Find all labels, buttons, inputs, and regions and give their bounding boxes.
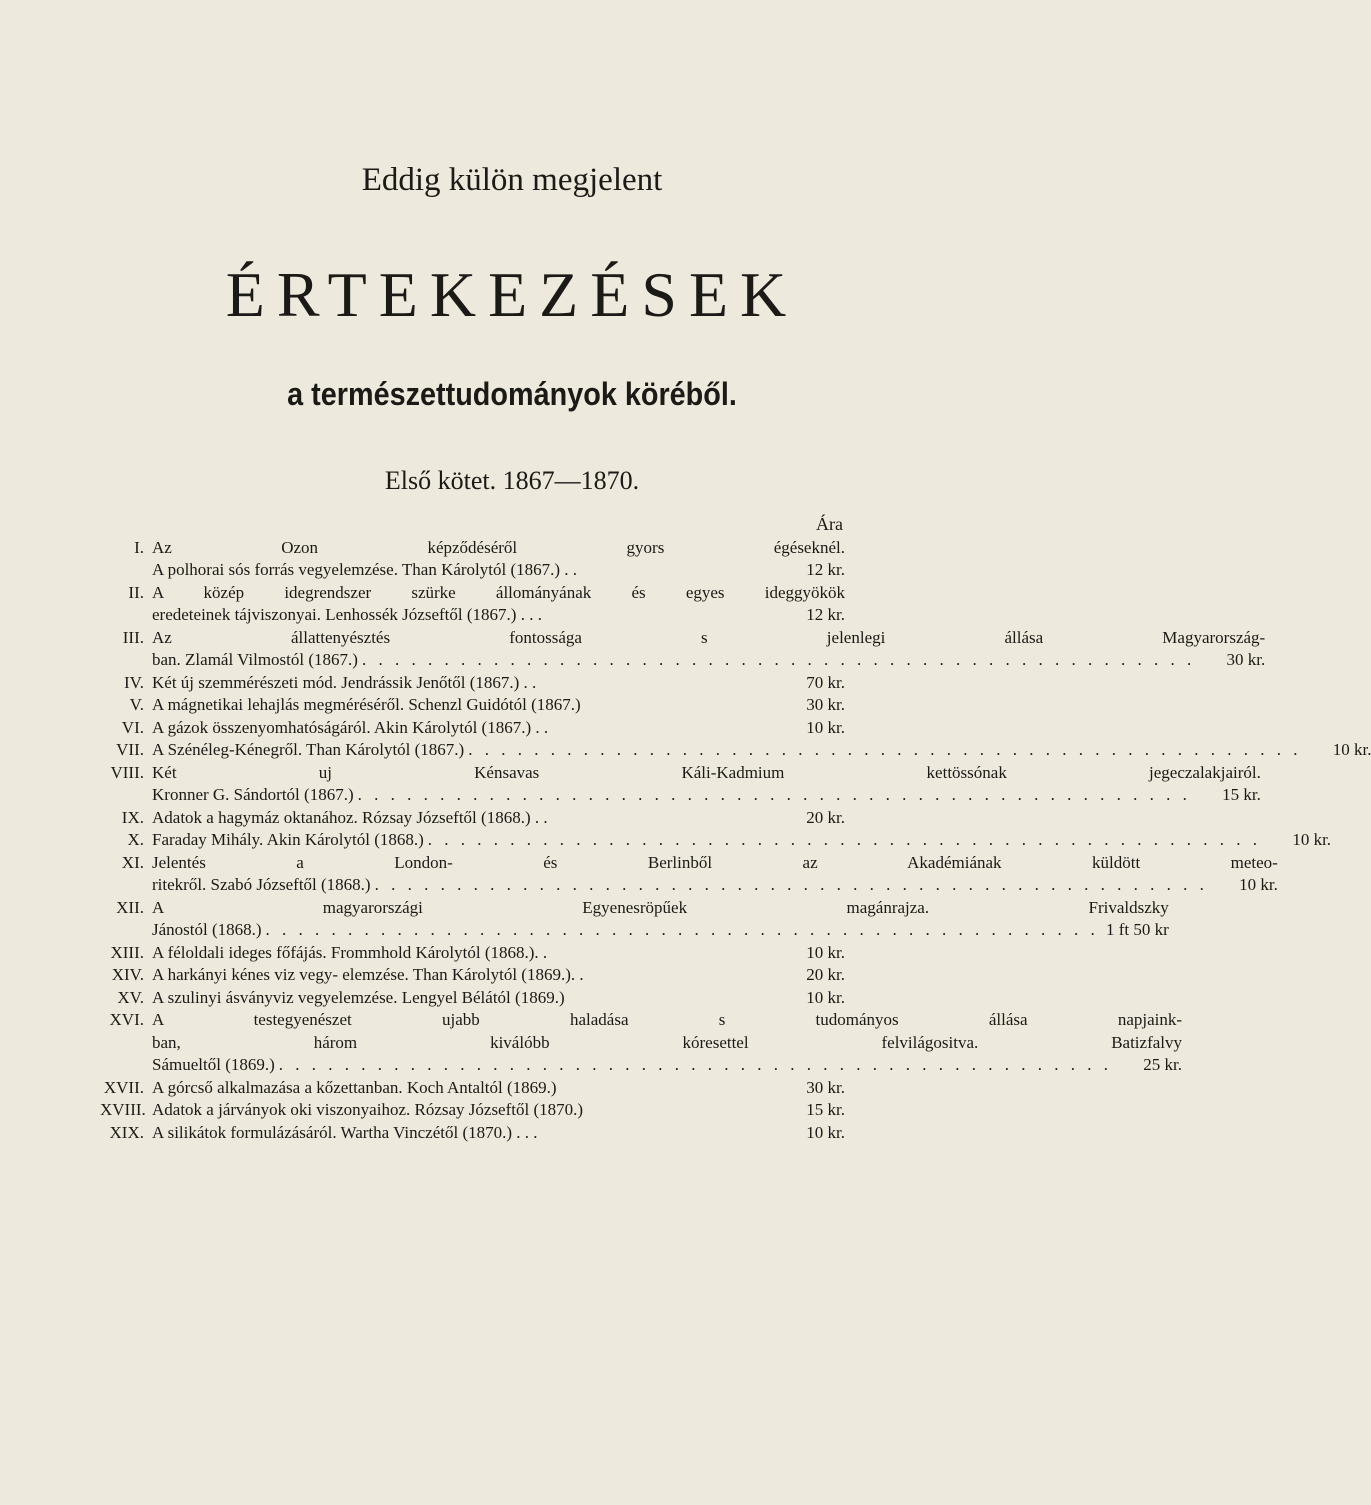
- entry-text: Adatok a hagymáz oktanához. Rózsay Józseftől (1868.) . .: [152, 807, 548, 827]
- subtitle: a természettudományok köréből.: [287, 376, 737, 412]
- toc-entry: [100, 739, 1371, 762]
- entry-line: [152, 762, 1261, 785]
- entry-number: VII.: [116, 740, 144, 759]
- entry-number: XIII.: [110, 942, 144, 962]
- entry-line: [152, 649, 1265, 672]
- entry-price: 10 kr.: [1239, 875, 1278, 894]
- entry-text: Az Ozon képződéséről gyors égéseknél.: [152, 537, 845, 557]
- toc-entry: [100, 807, 845, 830]
- entry-line: [152, 807, 845, 830]
- toc-entry: [100, 762, 1261, 807]
- toc-entry: [100, 672, 845, 695]
- main-title: ÉRTEKEZÉSEK: [225, 259, 799, 330]
- entry-line: [152, 784, 1261, 807]
- entry-line: [152, 739, 1371, 762]
- entry-number: XIX.: [109, 1122, 144, 1142]
- dot-leader: . . . . . . . . . . . . . . . . . . . . . . . . . . . . . . . . . . . . . . . . . . . . . . . . . . .: [278, 1055, 1113, 1074]
- toc-entry: [100, 1099, 845, 1122]
- entry-price: 20 kr.: [806, 807, 845, 827]
- entry-number: V.: [129, 695, 144, 714]
- entry-price: 30 kr.: [806, 695, 845, 714]
- entry-text: Két új szemmérészeti mód. Jendrássik Jenőtől (1867.) . .: [152, 672, 537, 692]
- entry-line: [152, 829, 1331, 852]
- entry-price: 30 kr.: [806, 1077, 845, 1097]
- toc-entry: [100, 717, 845, 740]
- entry-line: [152, 942, 845, 965]
- entry-text: ban, három kiválóbb kóresettel felvilágositva. Batizfalvy: [152, 1032, 1183, 1052]
- entry-text: Az állattenyésztés fontossága s jelenlegi állása Magyarország-: [152, 627, 1266, 647]
- toc-entry: [100, 1009, 1183, 1077]
- dot-leader: . . . . . . . . . . . . . . . . . . . . . . . . . . . . . . . . . . . . . . . . . . . . . . . . . . .: [427, 830, 1262, 849]
- entry-price: 10 kr.: [806, 717, 845, 737]
- toc-entry: [100, 829, 1332, 852]
- toc-entry: [100, 694, 845, 717]
- entry-text: ban. Zlamál Vilmostól (1867.): [152, 650, 358, 669]
- entry-number: IV.: [124, 672, 144, 692]
- toc-entry: [100, 942, 845, 965]
- entry-text: Kronner G. Sándortól (1867.): [152, 785, 354, 804]
- dot-leader: . . . . . . . . . . . . . . . . . . . . . . . . . . . . . . . . . . . . . . . . . . . . . . . . . . .: [357, 785, 1191, 804]
- entry-text: A közép idegrendszer szürke állományának és egyes ideggyökök: [152, 582, 845, 602]
- table-of-contents: [100, 514, 1371, 1144]
- entry-text: ritekről. Szabó Józseftől (1868.): [152, 875, 371, 894]
- entry-price: 25 kr.: [1143, 1055, 1183, 1074]
- entry-line: [152, 1099, 845, 1122]
- entry-price: 15 kr.: [1222, 785, 1261, 804]
- toc-entry: [100, 964, 845, 987]
- entry-line: [152, 1054, 1182, 1077]
- entry-number: I.: [134, 537, 144, 557]
- entry-number: XV.: [117, 987, 144, 1007]
- price-column-header: Ára: [816, 514, 843, 534]
- entry-number: XVI.: [109, 1010, 144, 1029]
- entry-number: IX.: [121, 807, 144, 827]
- toc-entry: [100, 987, 845, 1010]
- dot-leader: . . . . . . . . . . . . . . . . . . . . . . . . . . . . . . . . . . . . . . . . . . . . . . . . . . .: [374, 875, 1208, 894]
- entry-line: [152, 694, 845, 717]
- entry-price: 10 kr.: [1292, 830, 1332, 849]
- entry-price: 20 kr.: [806, 965, 845, 984]
- pre-title: Eddig külön megjelent: [361, 162, 663, 198]
- entry-number: XVIII.: [100, 1100, 146, 1119]
- entry-line: [152, 964, 845, 987]
- entry-text: Két uj Kénsavas Káli-Kadmium kettössónak jegeczalakjairól.: [152, 762, 1261, 782]
- entry-text: A silikátok formulázásáról. Wartha Vinczétől (1870.) . . .: [152, 1122, 538, 1142]
- entry-line: [152, 897, 1169, 920]
- entry-number: XI.: [121, 852, 144, 872]
- entry-text: A szulinyi ásványviz vegyelemzése. Lengyel Bélától (1869.): [152, 987, 565, 1007]
- entry-text: Jelentés a London- és Berlinből az Akadémiának küldött meteo-: [152, 852, 1278, 872]
- entry-line: [152, 987, 845, 1010]
- entry-price: 70 kr.: [806, 672, 845, 692]
- entry-text: A harkányi kénes viz vegy- elemzése. Than Károlytól (1869.). .: [152, 965, 584, 984]
- entry-line: [152, 672, 845, 695]
- entry-line: [152, 874, 1278, 897]
- entry-line: [152, 604, 845, 627]
- entry-line: [152, 1122, 845, 1145]
- toc-entry: [100, 1077, 845, 1100]
- entry-line: [152, 559, 845, 582]
- entry-number: XIV.: [111, 965, 144, 984]
- entry-text: A Szénéleg-Kénegről. Than Károlytól (1867.): [152, 740, 465, 759]
- entry-line: [152, 537, 845, 560]
- toc-entry: [100, 582, 845, 627]
- entry-number: XVII.: [103, 1077, 144, 1097]
- dot-leader: . . . . . . . . . . . . . . . . . . . . . . . . . . . . . . . . . . . . . . . . . . . . . . . . . . .: [265, 920, 1099, 939]
- entry-number: XII.: [116, 897, 144, 917]
- entry-price: 15 kr.: [806, 1100, 845, 1119]
- entry-text: Jánostól (1868.): [152, 920, 262, 939]
- dot-leader: . . . . . . . . . . . . . . . . . . . . . . . . . . . . . . . . . . . . . . . . . . . . . . . . . . .: [361, 650, 1196, 669]
- entry-price: 10 kr.: [1332, 740, 1371, 759]
- entry-line: [152, 627, 1265, 650]
- toc-entry: [100, 852, 1278, 897]
- toc-entry: [100, 1122, 845, 1145]
- entry-price: 12 kr.: [806, 560, 845, 579]
- toc-entry: [100, 627, 1266, 672]
- entry-text: Faraday Mihály. Akin Károlytól (1868.): [152, 830, 424, 849]
- entry-line: [152, 919, 1169, 942]
- toc-entry: [100, 897, 1169, 942]
- volume-line: Első kötet. 1867—1870.: [384, 466, 640, 495]
- entry-price: 12 kr.: [806, 605, 845, 624]
- entry-price: 30 kr.: [1226, 650, 1266, 669]
- entry-number: VIII.: [110, 762, 144, 782]
- entry-text: A polhorai sós forrás vegyelemzése. Than Károlytól (1867.) . .: [152, 560, 578, 579]
- entry-text: A magyarországi Egyenesröpűek magánrajza. Frivaldszky: [152, 897, 1169, 917]
- entry-line: [152, 582, 845, 605]
- entry-text: Adatok a járványok oki viszonyaihoz. Rózsay Józseftől (1870.): [152, 1100, 584, 1119]
- entry-price: 10 kr.: [806, 987, 845, 1007]
- entry-price: 10 kr.: [806, 942, 845, 962]
- entry-text: eredeteinek tájviszonyai. Lenhossék Józseftől (1867.) . . .: [152, 605, 542, 624]
- entry-line: [152, 1009, 1182, 1032]
- entry-line: [152, 1032, 1182, 1055]
- entry-text: A testegyenészet ujabb haladása s tudományos állása napjaink-: [152, 1010, 1183, 1029]
- entry-number: III.: [122, 627, 144, 647]
- entry-text: A górcső alkalmazása a kőzettanban. Koch Antaltól (1869.): [152, 1077, 557, 1097]
- entry-number: VI.: [121, 717, 144, 737]
- entry-number: II.: [128, 582, 144, 602]
- entry-text: A mágnetikai lehajlás megméréséről. Schenzl Guidótól (1867.): [152, 695, 581, 714]
- entry-text: Sámueltől (1869.): [152, 1055, 275, 1074]
- entry-text: A féloldali ideges főfájás. Frommhold Károlytól (1868.). .: [152, 942, 548, 962]
- toc-entry: [100, 537, 845, 582]
- entry-price: 1 ft 50 kr: [1106, 920, 1169, 939]
- entry-line: [152, 1077, 845, 1100]
- entry-price: 10 kr.: [806, 1122, 845, 1142]
- entry-line: [152, 717, 845, 740]
- dot-leader: . . . . . . . . . . . . . . . . . . . . . . . . . . . . . . . . . . . . . . . . . . . . . . . . . . .: [468, 740, 1302, 759]
- entry-text: A gázok összenyomhatóságáról. Akin Károlytól (1867.) . .: [152, 717, 549, 737]
- entry-number: X.: [127, 830, 144, 849]
- entry-line: [152, 852, 1278, 875]
